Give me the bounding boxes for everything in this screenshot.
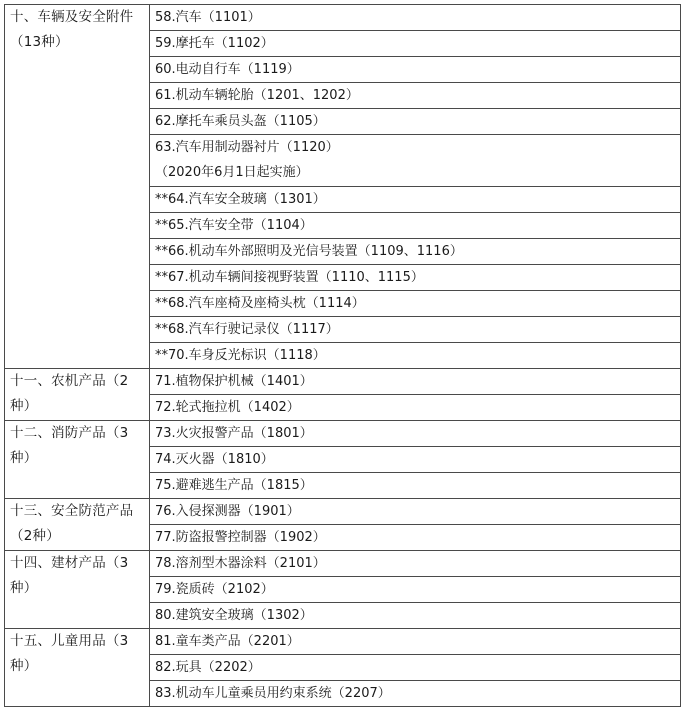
category-cell: 十二、消防产品（3种） bbox=[5, 421, 150, 499]
product-item: **68.汽车座椅及座椅头枕（1114） bbox=[150, 291, 681, 317]
product-item: 82.玩具（2202） bbox=[150, 655, 681, 681]
category-cell: 十四、建材产品（3种） bbox=[5, 551, 150, 629]
product-item: 79.瓷质砖（2102） bbox=[150, 577, 681, 603]
product-item: 60.电动自行车（1119） bbox=[150, 57, 681, 83]
product-item: 62.摩托车乘员头盔（1105） bbox=[150, 109, 681, 135]
product-item: 72.轮式拖拉机（1402） bbox=[150, 395, 681, 421]
product-item: **64.汽车安全玻璃（1301） bbox=[150, 187, 681, 213]
product-item bbox=[150, 135, 681, 187]
product-item: 76.入侵探测器（1901） bbox=[150, 499, 681, 525]
table-row bbox=[5, 421, 681, 447]
product-catalog-table bbox=[4, 4, 681, 707]
product-item-note: （2020年6月1日起实施） bbox=[155, 165, 309, 180]
category-cell: 十一、农机产品（2种） bbox=[5, 369, 150, 421]
table-row bbox=[5, 551, 681, 577]
product-item: **65.汽车安全带（1104） bbox=[150, 213, 681, 239]
product-item-text: 63.汽车用制动器衬片（1120） bbox=[155, 140, 339, 155]
product-item: 75.避难逃生产品（1815） bbox=[150, 473, 681, 499]
product-item: 78.溶剂型木器涂料（2101） bbox=[150, 551, 681, 577]
table-row bbox=[5, 629, 681, 655]
category-cell: 十、车辆及安全附件（13种） bbox=[5, 5, 150, 369]
product-item: **68.汽车行驶记录仪（1117） bbox=[150, 317, 681, 343]
product-item: **67.机动车辆间接视野装置（1110、1115） bbox=[150, 265, 681, 291]
category-cell: 十三、安全防范产品（2种） bbox=[5, 499, 150, 551]
product-item: **70.车身反光标识（1118） bbox=[150, 343, 681, 369]
product-item: 77.防盗报警控制器（1902） bbox=[150, 525, 681, 551]
product-item: 80.建筑安全玻璃（1302） bbox=[150, 603, 681, 629]
table-row bbox=[5, 499, 681, 525]
product-item: 73.火灾报警产品（1801） bbox=[150, 421, 681, 447]
product-item: 58.汽车（1101） bbox=[150, 5, 681, 31]
product-item: 74.灭火器（1810） bbox=[150, 447, 681, 473]
product-item: **66.机动车外部照明及光信号装置（1109、1116） bbox=[150, 239, 681, 265]
product-item: 59.摩托车（1102） bbox=[150, 31, 681, 57]
category-cell: 十五、儿童用品（3种） bbox=[5, 629, 150, 707]
product-item: 81.童车类产品（2201） bbox=[150, 629, 681, 655]
table-row bbox=[5, 369, 681, 395]
table-row bbox=[5, 5, 681, 31]
product-item: 83.机动车儿童乘员用约束系统（2207） bbox=[150, 681, 681, 707]
product-item: 61.机动车辆轮胎（1201、1202） bbox=[150, 83, 681, 109]
product-item: 71.植物保护机械（1401） bbox=[150, 369, 681, 395]
